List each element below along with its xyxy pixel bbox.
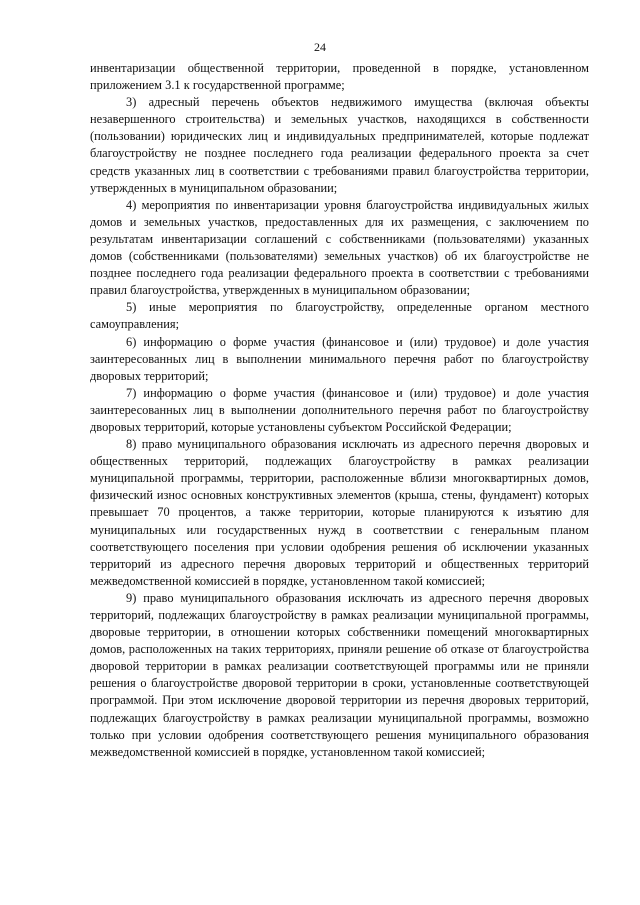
paragraph-item-9: 9) право муниципального образования исключать из адресного перечня дворовых территорий, подлежащих благоустройству в рамках реализации муниципальной программы, дворовые территории, в отношении которых собственники помещений многоквартирных домов, расположенных на таких территориях, приняли решение об отказе от благоустройства дворовой территории в рамках реализации соответствующей программы или не приняли решения о благоустройстве дворовой территории в сроки, установленные соответствующей программой. При этом исключение дворовой территории из перечня дворовых территорий, подлежащих благоустройству в рамках реализации муниципальной программы, возможно только при условии одобрения соответствующего решения муниципального образования межведомственной комиссией в порядке, установленном такой комиссией; xyxy=(90,590,589,759)
paragraph-item-5: 5) иные мероприятия по благоустройству, определенные органом местного самоуправления; xyxy=(90,300,589,332)
paragraph-item-3: 3) адресный перечень объектов недвижимого имущества (включая объекты незавершенного строительства) и земельных участков, находящихся в собственности (пользовании) юридических лиц и индивидуальных предпринимателей, которые подлежат благоустройству не позднее последнего года реализации федерального проекта за счет средств указанных лиц в соответствии с требованиями правил благоустройства территории, утвержденных в муниципальном образовании; xyxy=(90,95,589,195)
page-number: 24 xyxy=(314,40,326,54)
paragraph-item-4: 4) мероприятия по инвентаризации уровня благоустройства индивидуальных жилых домов и земельных участков, предоставленных для их размещения, с заключением по результатам инвентаризации соглашений с собственниками (пользователями) указанных домов (собственниками (пользователями) земельных участков) об их благоустройстве не позднее последнего года реализации федерального проекта в соответствии с требованиями правил благоустройства, утвержденных в муниципальном образовании; xyxy=(90,197,589,298)
paragraph-item-8: 8) право муниципального образования исключать из адресного перечня дворовых и общественных территорий, подлежащих благоустройству в рамках реализации муниципальной программы, территории, расположенные вблизи многоквартирных домов, физический износ основных конструктивных элементов (крыша, стены, фундамент) которых превышает 70 процентов, а также территории, которые планируются к изъятию для муниципальных или государственных нужд в соответствии с генеральным планом соответствующего поселения при условии одобрения решения об исключении указанных территорий из адресного перечня дворовых территорий и общественных территорий межведомственной комиссией в порядке, установленном такой комиссией; xyxy=(90,437,589,588)
paragraph-continuation: инвентаризации общественной территории, проведенной в порядке, установленном приложением 3.1 к государственной программе; xyxy=(90,61,589,93)
paragraph-item-6: 6) информацию о форме участия (финансовое и (или) трудовое) и доле участия заинтересованных лиц в выполнении минимального перечня работ по благоустройству дворовых территорий; xyxy=(90,334,589,383)
paragraph-item-7: 7) информацию о форме участия (финансовое и (или) трудовое) и доле участия заинтересованных лиц в выполнении дополнительного перечня работ по благоустройству дворовых территорий, которые установлены субъектом Российской Федерации; xyxy=(90,385,589,434)
page-body xyxy=(90,60,589,761)
